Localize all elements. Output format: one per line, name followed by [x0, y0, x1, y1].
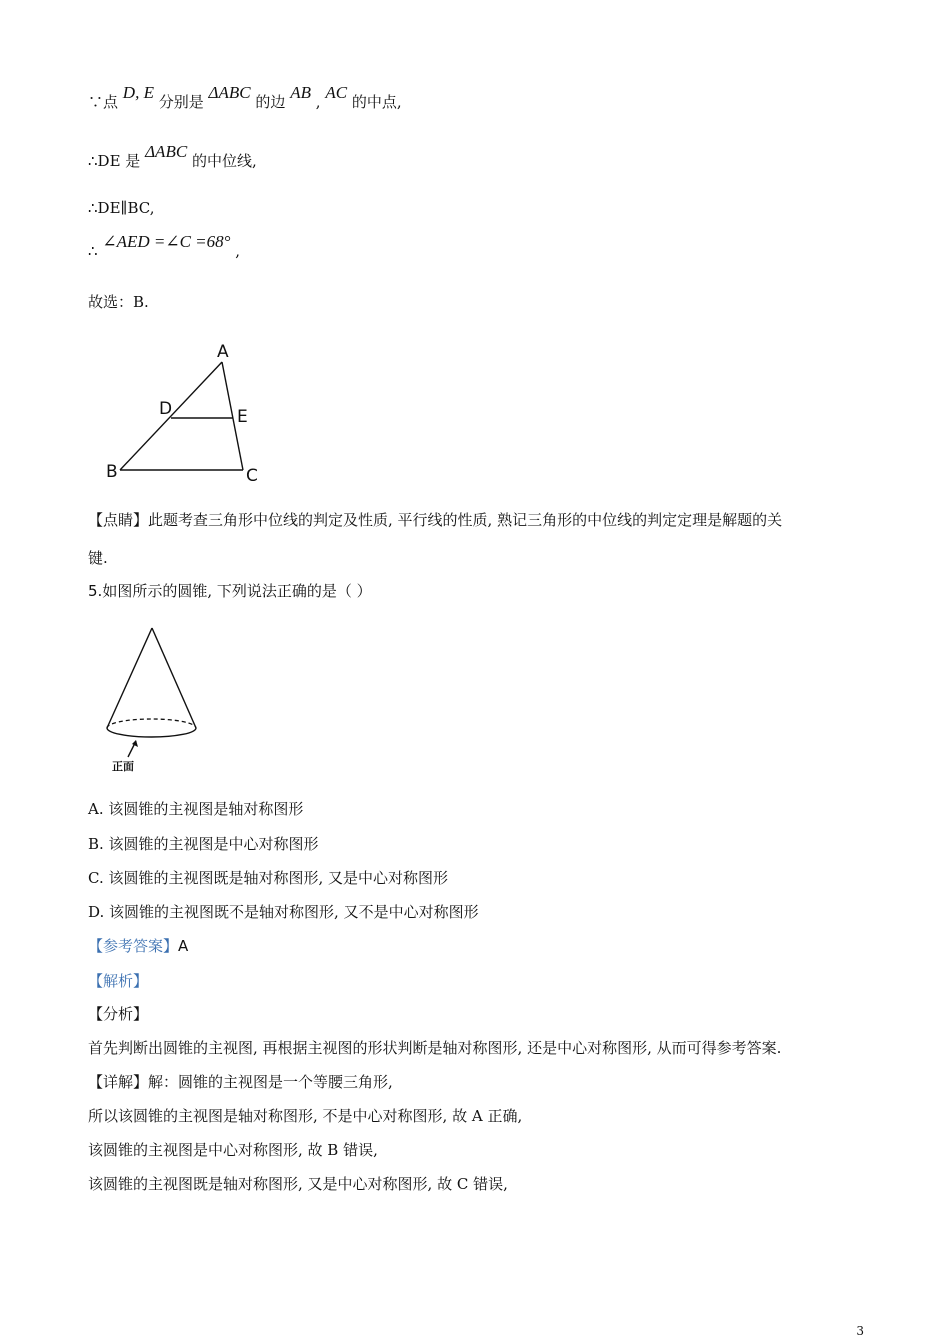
- proof-text: 的中位线,: [191, 152, 257, 170]
- option-b: B. 该圆锥的主视图是中心对称图形: [88, 835, 319, 853]
- proof-text: 的边: [255, 93, 286, 111]
- math-ac: AC: [325, 83, 348, 102]
- math-de: D, E: [122, 83, 154, 102]
- triangle-figure: [100, 336, 270, 486]
- answer-value: A: [178, 937, 189, 955]
- fenxi-text: 首先判断出圆锥的主视图, 再根据主视图的形状判断是轴对称图形, 还是中心对称图形, 从而可得参考答案.: [88, 1039, 782, 1057]
- dianjing-comment: 【点睛】此题考查三角形中位线的判定及性质, 平行线的性质, 熟记三角形的中位线的判定定理是解题的关: [88, 511, 783, 529]
- detail-line-3: 该圆锥的主视图是中心对称图形, 故 B 错误,: [88, 1141, 378, 1159]
- proof-line-4: [88, 232, 241, 261]
- cone-base-front: [107, 728, 196, 737]
- cone-figure: [100, 620, 210, 775]
- fenxi-label: 【分析】: [88, 1005, 149, 1023]
- option-c: C. 该圆锥的主视图既是轴对称图形, 又是中心对称图形: [88, 869, 449, 887]
- label-e: E: [237, 407, 248, 427]
- cone-left-edge: [107, 628, 152, 728]
- cone-right-edge: [152, 628, 196, 728]
- proof-line-1: [88, 83, 402, 112]
- label-a: A: [217, 342, 229, 362]
- therefore-text: ∴DE 是: [88, 152, 141, 170]
- detail-text: 解：圆锥的主视图是一个等腰三角形,: [148, 1073, 393, 1091]
- math-triangle-abc: ΔABC: [208, 83, 251, 102]
- detail-label: 【详解】: [88, 1073, 149, 1091]
- because-text: ∵点: [88, 93, 119, 111]
- question-5: [88, 581, 372, 601]
- question-text: 如图所示的圆锥, 下列说法正确的是（ ）: [102, 582, 372, 600]
- proof-line-5: 故选：B.: [88, 293, 149, 311]
- question-number: 5.: [88, 582, 103, 600]
- answer-label: 【参考答案】: [88, 937, 179, 955]
- option-d: D. 该圆锥的主视图既不是轴对称图形, 又不是中心对称图形: [88, 903, 479, 921]
- detail-line-2: 所以该圆锥的主视图是轴对称图形, 不是中心对称图形, 故 A 正确,: [88, 1107, 523, 1125]
- label-b: B: [106, 462, 118, 482]
- math-ab: AB: [290, 83, 311, 102]
- label-d: D: [159, 399, 173, 419]
- reference-answer: [88, 936, 188, 956]
- proof-text: 分别是: [158, 93, 204, 111]
- label-c: C: [246, 466, 258, 486]
- math-angle-equation: ∠AED =∠C =68°: [102, 232, 231, 251]
- detail-line-4: 该圆锥的主视图既是轴对称图形, 又是中心对称图形, 故 C 错误,: [88, 1175, 508, 1193]
- option-a: A. 该圆锥的主视图是轴对称图形: [88, 800, 304, 818]
- dianjing-comment-cont: 键.: [88, 549, 108, 567]
- proof-line-2: [88, 142, 257, 171]
- proof-comma: ,: [235, 242, 241, 260]
- math-triangle-abc: ΔABC: [145, 142, 188, 161]
- page-number: 3: [856, 1324, 864, 1338]
- proof-text: 的中点,: [351, 93, 402, 111]
- cone-base-back: [107, 719, 196, 728]
- jiexi-label: 【解析】: [88, 972, 149, 990]
- detail-line-1: [88, 1072, 393, 1092]
- cone-front-label: 正面: [112, 760, 134, 773]
- proof-line-3: ∴DE∥BC,: [88, 199, 155, 217]
- proof-comma: ,: [315, 93, 321, 111]
- therefore-text: ∴: [88, 242, 98, 260]
